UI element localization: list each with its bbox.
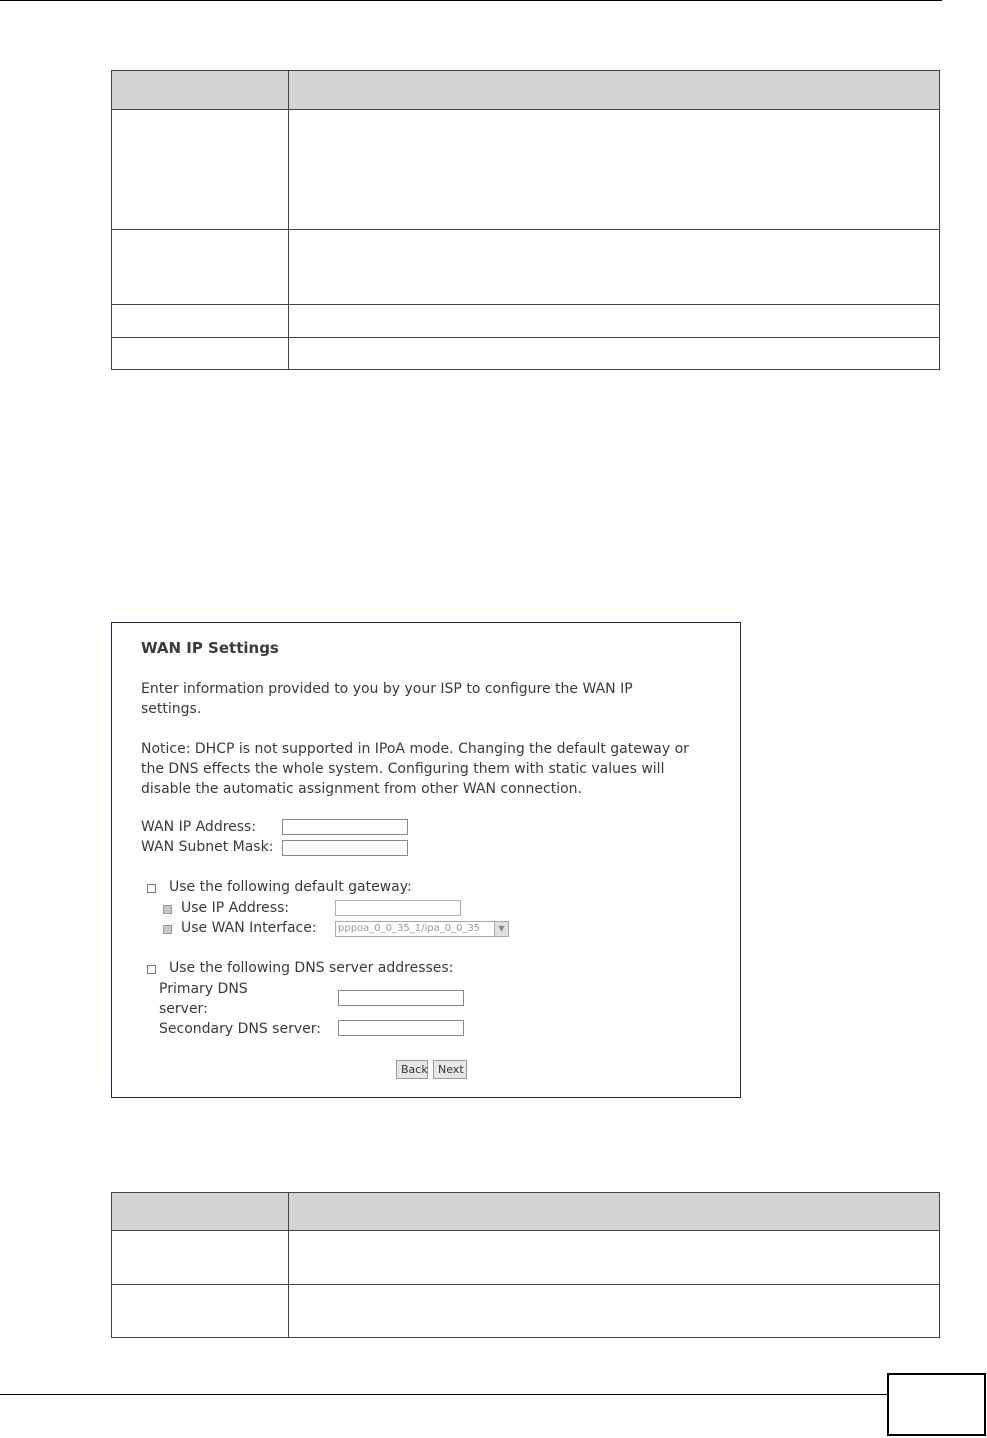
wan-subnet-mask-label: WAN Subnet Mask: (141, 839, 274, 855)
page-number-box (887, 1373, 986, 1436)
table-header-cell (112, 1193, 289, 1231)
table-header-cell (112, 71, 289, 110)
use-wan-interface-radio[interactable] (163, 925, 172, 934)
primary-dns-label-cont: server: (159, 1001, 208, 1017)
table-row (112, 110, 940, 230)
intro-text (141, 679, 726, 719)
intro-line: Enter information provided to you by your ISP to configure the WAN IP (141, 681, 633, 697)
wan-ip-settings-panel (111, 622, 741, 1098)
table-cell (289, 110, 940, 230)
table-cell (289, 230, 940, 305)
table-cell (289, 1231, 940, 1285)
secondary-dns-label: Secondary DNS server: (159, 1021, 321, 1037)
default-gateway-checkbox[interactable] (147, 884, 156, 893)
table-cell (112, 338, 289, 370)
next-button[interactable]: Next (433, 1060, 467, 1079)
default-gateway-label: Use the following default gateway: (169, 879, 412, 895)
wan-interface-select[interactable] (335, 921, 509, 937)
notice-line: disable the automatic assignment from other WAN connection. (141, 781, 582, 797)
wan-ip-address-label: WAN IP Address: (141, 819, 257, 835)
table-header-row (112, 1193, 940, 1231)
table-row (112, 230, 940, 305)
top-field-table (111, 70, 940, 370)
dns-server-label: Use the following DNS server addresses: (169, 960, 454, 976)
table-cell (112, 110, 289, 230)
footer-rule (0, 1394, 887, 1395)
wan-interface-value: pppoa_0_0_35_1/ipa_0_0_35 (338, 923, 481, 934)
table-cell (289, 338, 940, 370)
secondary-dns-input[interactable] (338, 1020, 464, 1036)
table-header-cell (289, 71, 940, 110)
primary-dns-label: Primary DNS (159, 981, 248, 997)
table-header-cell (289, 1193, 940, 1231)
table-row (112, 1231, 940, 1285)
use-ip-address-input[interactable] (335, 900, 461, 916)
wan-ip-address-input[interactable] (282, 819, 408, 835)
table-cell (112, 1231, 289, 1285)
intro-line: settings. (141, 701, 202, 717)
wan-subnet-mask-input[interactable] (282, 840, 408, 856)
table-cell (289, 305, 940, 338)
table-row (112, 338, 940, 370)
notice-line: the DNS effects the whole system. Configuring them with static values will (141, 761, 665, 777)
header-rule (0, 0, 942, 1)
panel-title: WAN IP Settings (141, 639, 279, 657)
table-cell (112, 1285, 289, 1338)
dns-server-checkbox[interactable] (147, 965, 156, 974)
table-cell (289, 1285, 940, 1338)
bottom-field-table (111, 1192, 940, 1338)
notice-text (141, 739, 726, 799)
primary-dns-input[interactable] (338, 990, 464, 1006)
use-ip-address-radio[interactable] (163, 905, 172, 914)
use-wan-interface-label: Use WAN Interface: (181, 920, 317, 936)
table-cell (112, 230, 289, 305)
table-row (112, 305, 940, 338)
use-ip-address-label: Use IP Address: (181, 900, 290, 916)
back-button[interactable]: Back (396, 1060, 428, 1079)
table-row (112, 1285, 940, 1338)
chevron-down-icon: ▼ (494, 922, 508, 936)
table-cell (112, 305, 289, 338)
notice-line: Notice: DHCP is not supported in IPoA mode. Changing the default gateway or (141, 741, 689, 757)
table-header-row (112, 71, 940, 110)
